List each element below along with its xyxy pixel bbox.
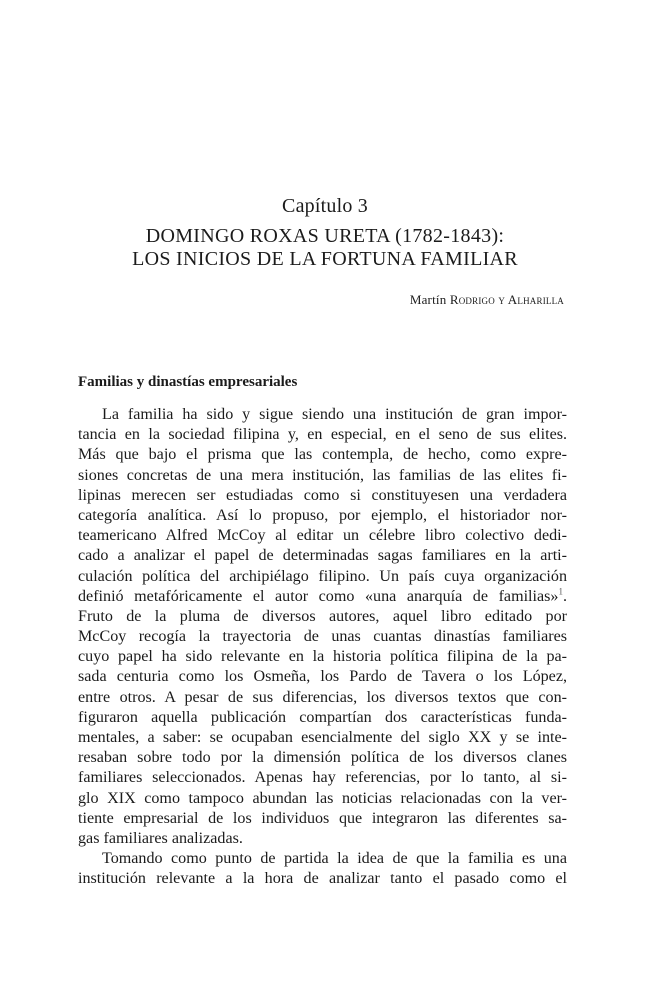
text-line: familiares seleccionados. Apenas hay referencias, por lo tanto, al si- (78, 769, 567, 787)
text-line: tancia en la sociedad filipina y, en especial, en el seno de sus elites. (78, 426, 567, 444)
text-line: resaban sobre todo por la dimensión política de los diversos clanes (78, 749, 567, 767)
author-name (410, 292, 564, 308)
text-line: La familia ha sido y sigue siendo una institución de gran impor- (102, 406, 567, 423)
text-line: gas familiares analizadas. (78, 829, 243, 847)
text-line: lipinas merecen ser estudiadas como si constituyesen una verdadera (78, 486, 567, 504)
text-line: siones concretas de una mera institución, las familias de las elites fi- (78, 466, 567, 484)
text-line: mentales, a saber: se ocupaban esencialmente del siglo XX y se inte- (78, 729, 567, 746)
text-line: tiente empresarial de los individuos que integraron las diferentes sa- (78, 809, 567, 827)
author-first-name: Martín (409, 292, 447, 307)
footnote-suffix: . (562, 587, 567, 605)
text-line: institución relevante a la hora de analizar tanto el pasado como el (78, 870, 567, 888)
chapter-title-line-2: LOS INICIOS DE LA FORTUNA FAMILIAR (132, 248, 518, 270)
body-text (78, 405, 567, 890)
author-surname: Rodrigo y Alharilla (449, 292, 564, 307)
text-line: teamericano Alfred McCoy al editar un célebre libro colectivo dedi- (78, 527, 567, 545)
text-line-with-footnote (78, 587, 567, 607)
text-line: figuraron aquella publicación compartían dos características funda- (78, 708, 567, 726)
text-line: categoría analítica. Así lo propuso, por ejemplo, el historiador nor- (78, 506, 567, 524)
text-line: McCoy recogía la trayectoria de unas cuantas dinastías familiares (78, 628, 567, 646)
text-line-content: definió metafóricamente el autor como «una anarquía de familias» (78, 587, 559, 605)
text-line: Fruto de la pluma de diversos autores, aquel libro editado por (78, 607, 567, 625)
text-line: cuyo papel ha sido relevante en la historia política filipina de la pa- (78, 648, 567, 666)
footnote-marker[interactable]: 1 (558, 586, 563, 597)
chapter-title (0, 225, 650, 271)
text-line: cado a analizar el papel de determinadas sagas familiares en la arti- (78, 547, 567, 565)
text-line: entre otros. A pesar de sus diferencias, los diversos textos que con- (78, 688, 567, 706)
text-line: Más que bajo el prisma que las contempla, de hecho, como expre- (78, 446, 567, 464)
text-line: Tomando como punto de partida la idea de que la familia es una (102, 850, 567, 868)
section-heading: Familias y dinastías empresariales (78, 374, 298, 390)
text-line: culación política del archipiélago filipino. Un país cuya organización (78, 567, 567, 585)
text-line: glo XIX como tampoco abundan las noticias relacionadas con la ver- (78, 789, 567, 807)
chapter-title-line-1: DOMINGO ROXAS URETA (1782-1843): (145, 225, 505, 247)
text-line: sada centuria como los Osmeña, los Pardo de Tavera o los López, (78, 668, 567, 686)
chapter-number: Capítulo 3 (282, 195, 368, 217)
